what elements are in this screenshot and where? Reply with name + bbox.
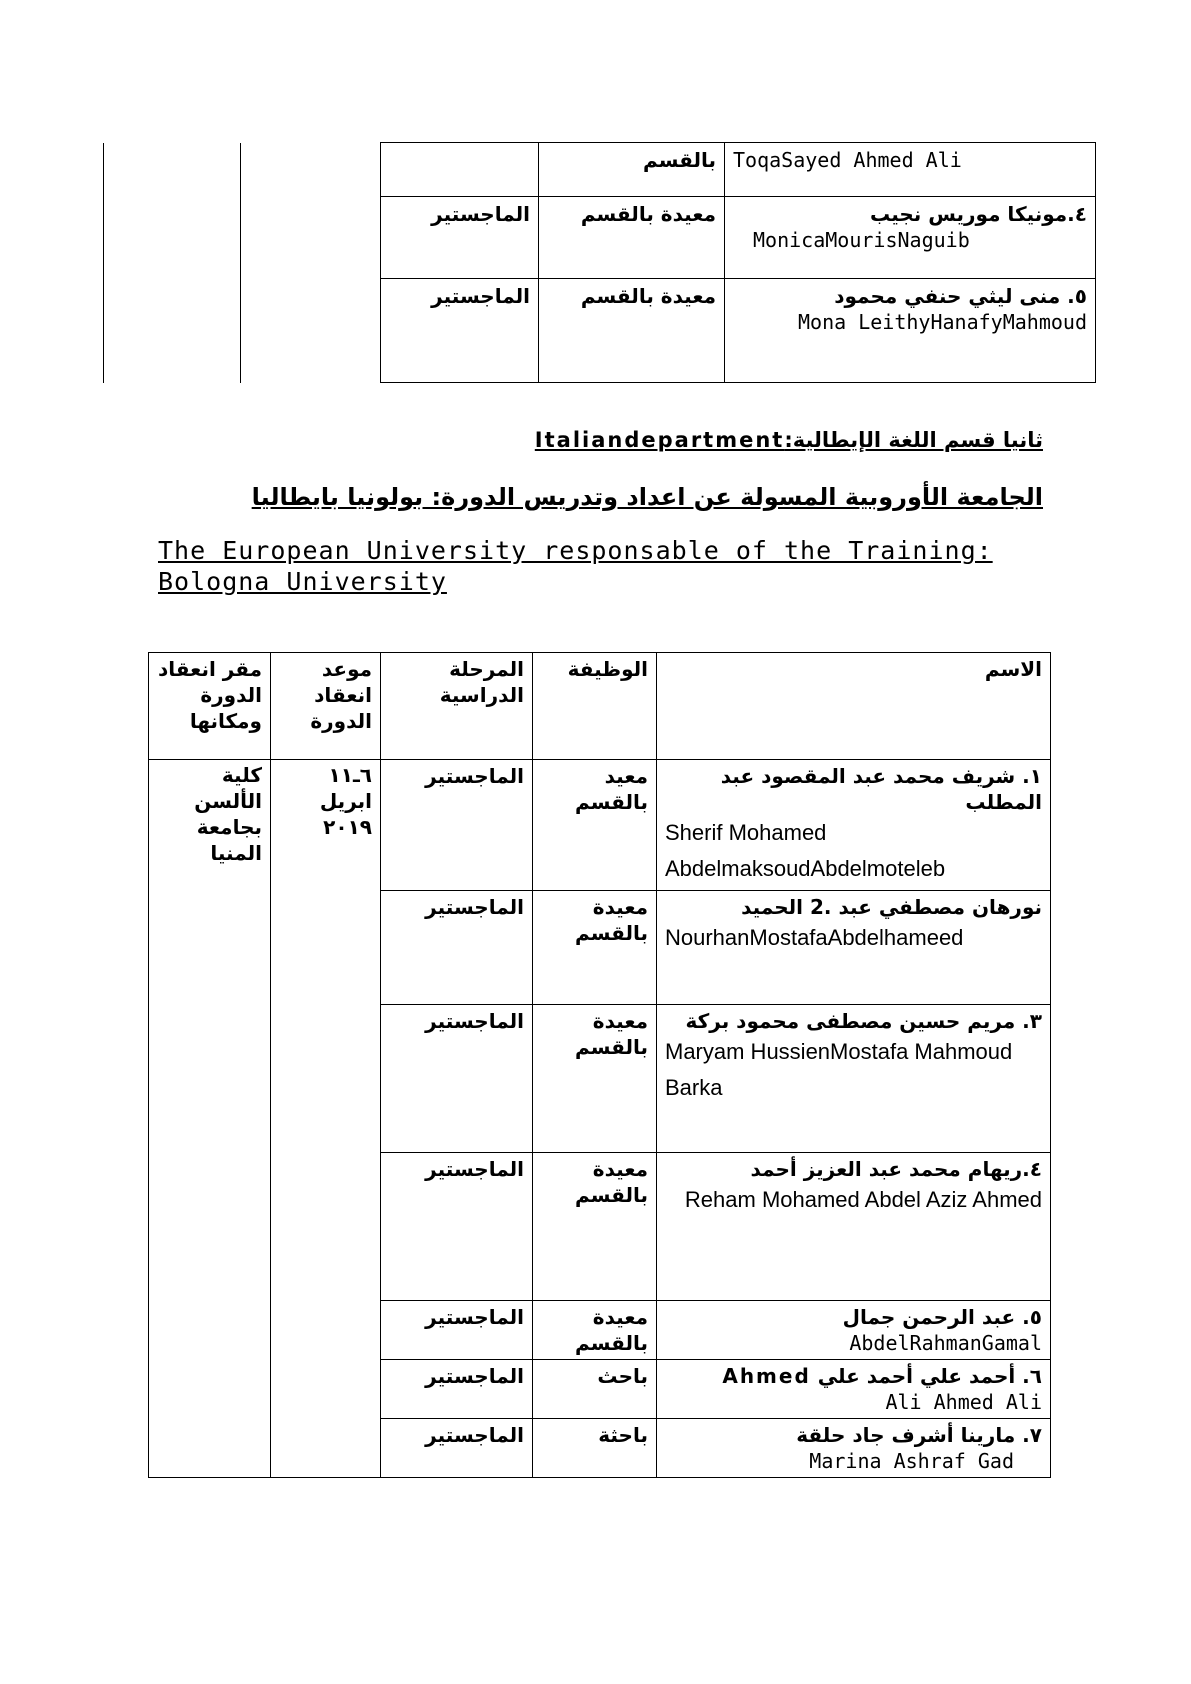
header-name: الاسم: [657, 653, 1051, 760]
job-cell: معيدة بالقسم: [539, 279, 725, 383]
name-en: Maryam HussienMostafa Mahmoud Barka: [665, 1039, 1013, 1100]
venue-cell: كلية الألسن بجامعة المنيا: [149, 760, 271, 1478]
empty-cell: [104, 143, 241, 383]
name-cell: [657, 1005, 1051, 1153]
phase-cell: الماجستير: [381, 1153, 533, 1301]
phase-cell: [381, 143, 539, 197]
course-table: [148, 652, 1051, 1478]
name-cell: [725, 143, 1096, 197]
job-cell: باحث: [533, 1360, 657, 1419]
university-heading-en: The European University responsable of the Training: Bologna University: [158, 536, 993, 596]
job-cell: معيدة بالقسم: [533, 1301, 657, 1360]
name-en: Mona LeithyHanafyMahmoud: [798, 310, 1087, 334]
phase-cell: الماجستير: [381, 760, 533, 891]
section-heading: ثانيا قسم اللغة الإيطالية:Italiandepartment: [534, 428, 1043, 452]
job-cell: معيد بالقسم: [533, 760, 657, 891]
job-cell: معيدة بالقسم: [533, 891, 657, 1005]
phase-cell: الماجستير: [381, 279, 539, 383]
name-ar: ٧. مارينا أشرف جاد حلقة: [796, 1423, 1042, 1447]
name-ar: ١. شريف محمد عبد المقصود عبد المطلب: [720, 764, 1042, 814]
name-en: AbdelRahmanGamal: [849, 1331, 1042, 1355]
name-cell: [657, 891, 1051, 1005]
phase-cell: الماجستير: [381, 891, 533, 1005]
header-job: الوظيفة: [533, 653, 657, 760]
job-cell: بالقسم: [539, 143, 725, 197]
name-cell: [657, 1301, 1051, 1360]
name-en: Marina Ashraf Gad: [809, 1449, 1014, 1473]
name-cell: [725, 279, 1096, 383]
header-phase: المرحلة الدراسية: [381, 653, 533, 760]
name-cell: [657, 1153, 1051, 1301]
phase-cell: الماجستير: [381, 1005, 533, 1153]
continuation-table: [103, 142, 1096, 383]
job-cell: معيدة بالقسم: [533, 1005, 657, 1153]
name-ar: ٤.مونيكا موريس نجيب: [870, 202, 1087, 226]
name-ar: ٤.ريهام محمد عبد العزيز أحمد: [750, 1157, 1042, 1181]
name-ar: ٥. منى ليثي حنفي محمود: [834, 284, 1087, 308]
phase-cell: الماجستير: [381, 1360, 533, 1419]
name-en: Sherif Mohamed AbdelmaksoudAbdelmoteleb: [665, 820, 946, 881]
empty-cell: [241, 143, 381, 383]
name-cell: [657, 760, 1051, 891]
job-cell: معيدة بالقسم: [539, 197, 725, 279]
name-ar: ٥. عبد الرحمن جمال: [842, 1305, 1042, 1329]
name-en: ToqaSayed Ahmed Ali: [733, 148, 962, 172]
name-en: NourhanMostafaAbdelhameed: [665, 925, 964, 950]
name-ar: ٣. مريم حسين مصطفى محمود بركة: [685, 1009, 1042, 1033]
name-en: Reham Mohamed Abdel Aziz Ahmed: [684, 1187, 1042, 1212]
name-cell: [657, 1419, 1051, 1478]
name-ar: نورهان مصطفي عبد .2 الحميد: [741, 895, 1042, 919]
header-date: موعد انعقاد الدورة: [271, 653, 381, 760]
header-venue: مقر انعقاد الدورة ومكانها: [149, 653, 271, 760]
phase-cell: الماجستير: [381, 1301, 533, 1360]
name-en: MonicaMourisNaguib: [753, 228, 970, 252]
name-cell: [657, 1360, 1051, 1419]
name-cell: [725, 197, 1096, 279]
name-ar: ٦. أحمد علي أحمد علي Ahmed: [722, 1364, 1042, 1388]
phase-cell: الماجستير: [381, 197, 539, 279]
phase-cell: الماجستير: [381, 1419, 533, 1478]
date-cell: ٦ـ١١ ابريل ٢٠١٩: [271, 760, 381, 1478]
job-cell: معيدة بالقسم: [533, 1153, 657, 1301]
name-en: Ali Ahmed Ali: [885, 1390, 1042, 1414]
university-heading-ar: الجامعة الأوروبية المسولة عن اعداد وتدريس الدورة: بولونيا بايطاليا: [251, 483, 1043, 511]
job-cell: باحثة: [533, 1419, 657, 1478]
